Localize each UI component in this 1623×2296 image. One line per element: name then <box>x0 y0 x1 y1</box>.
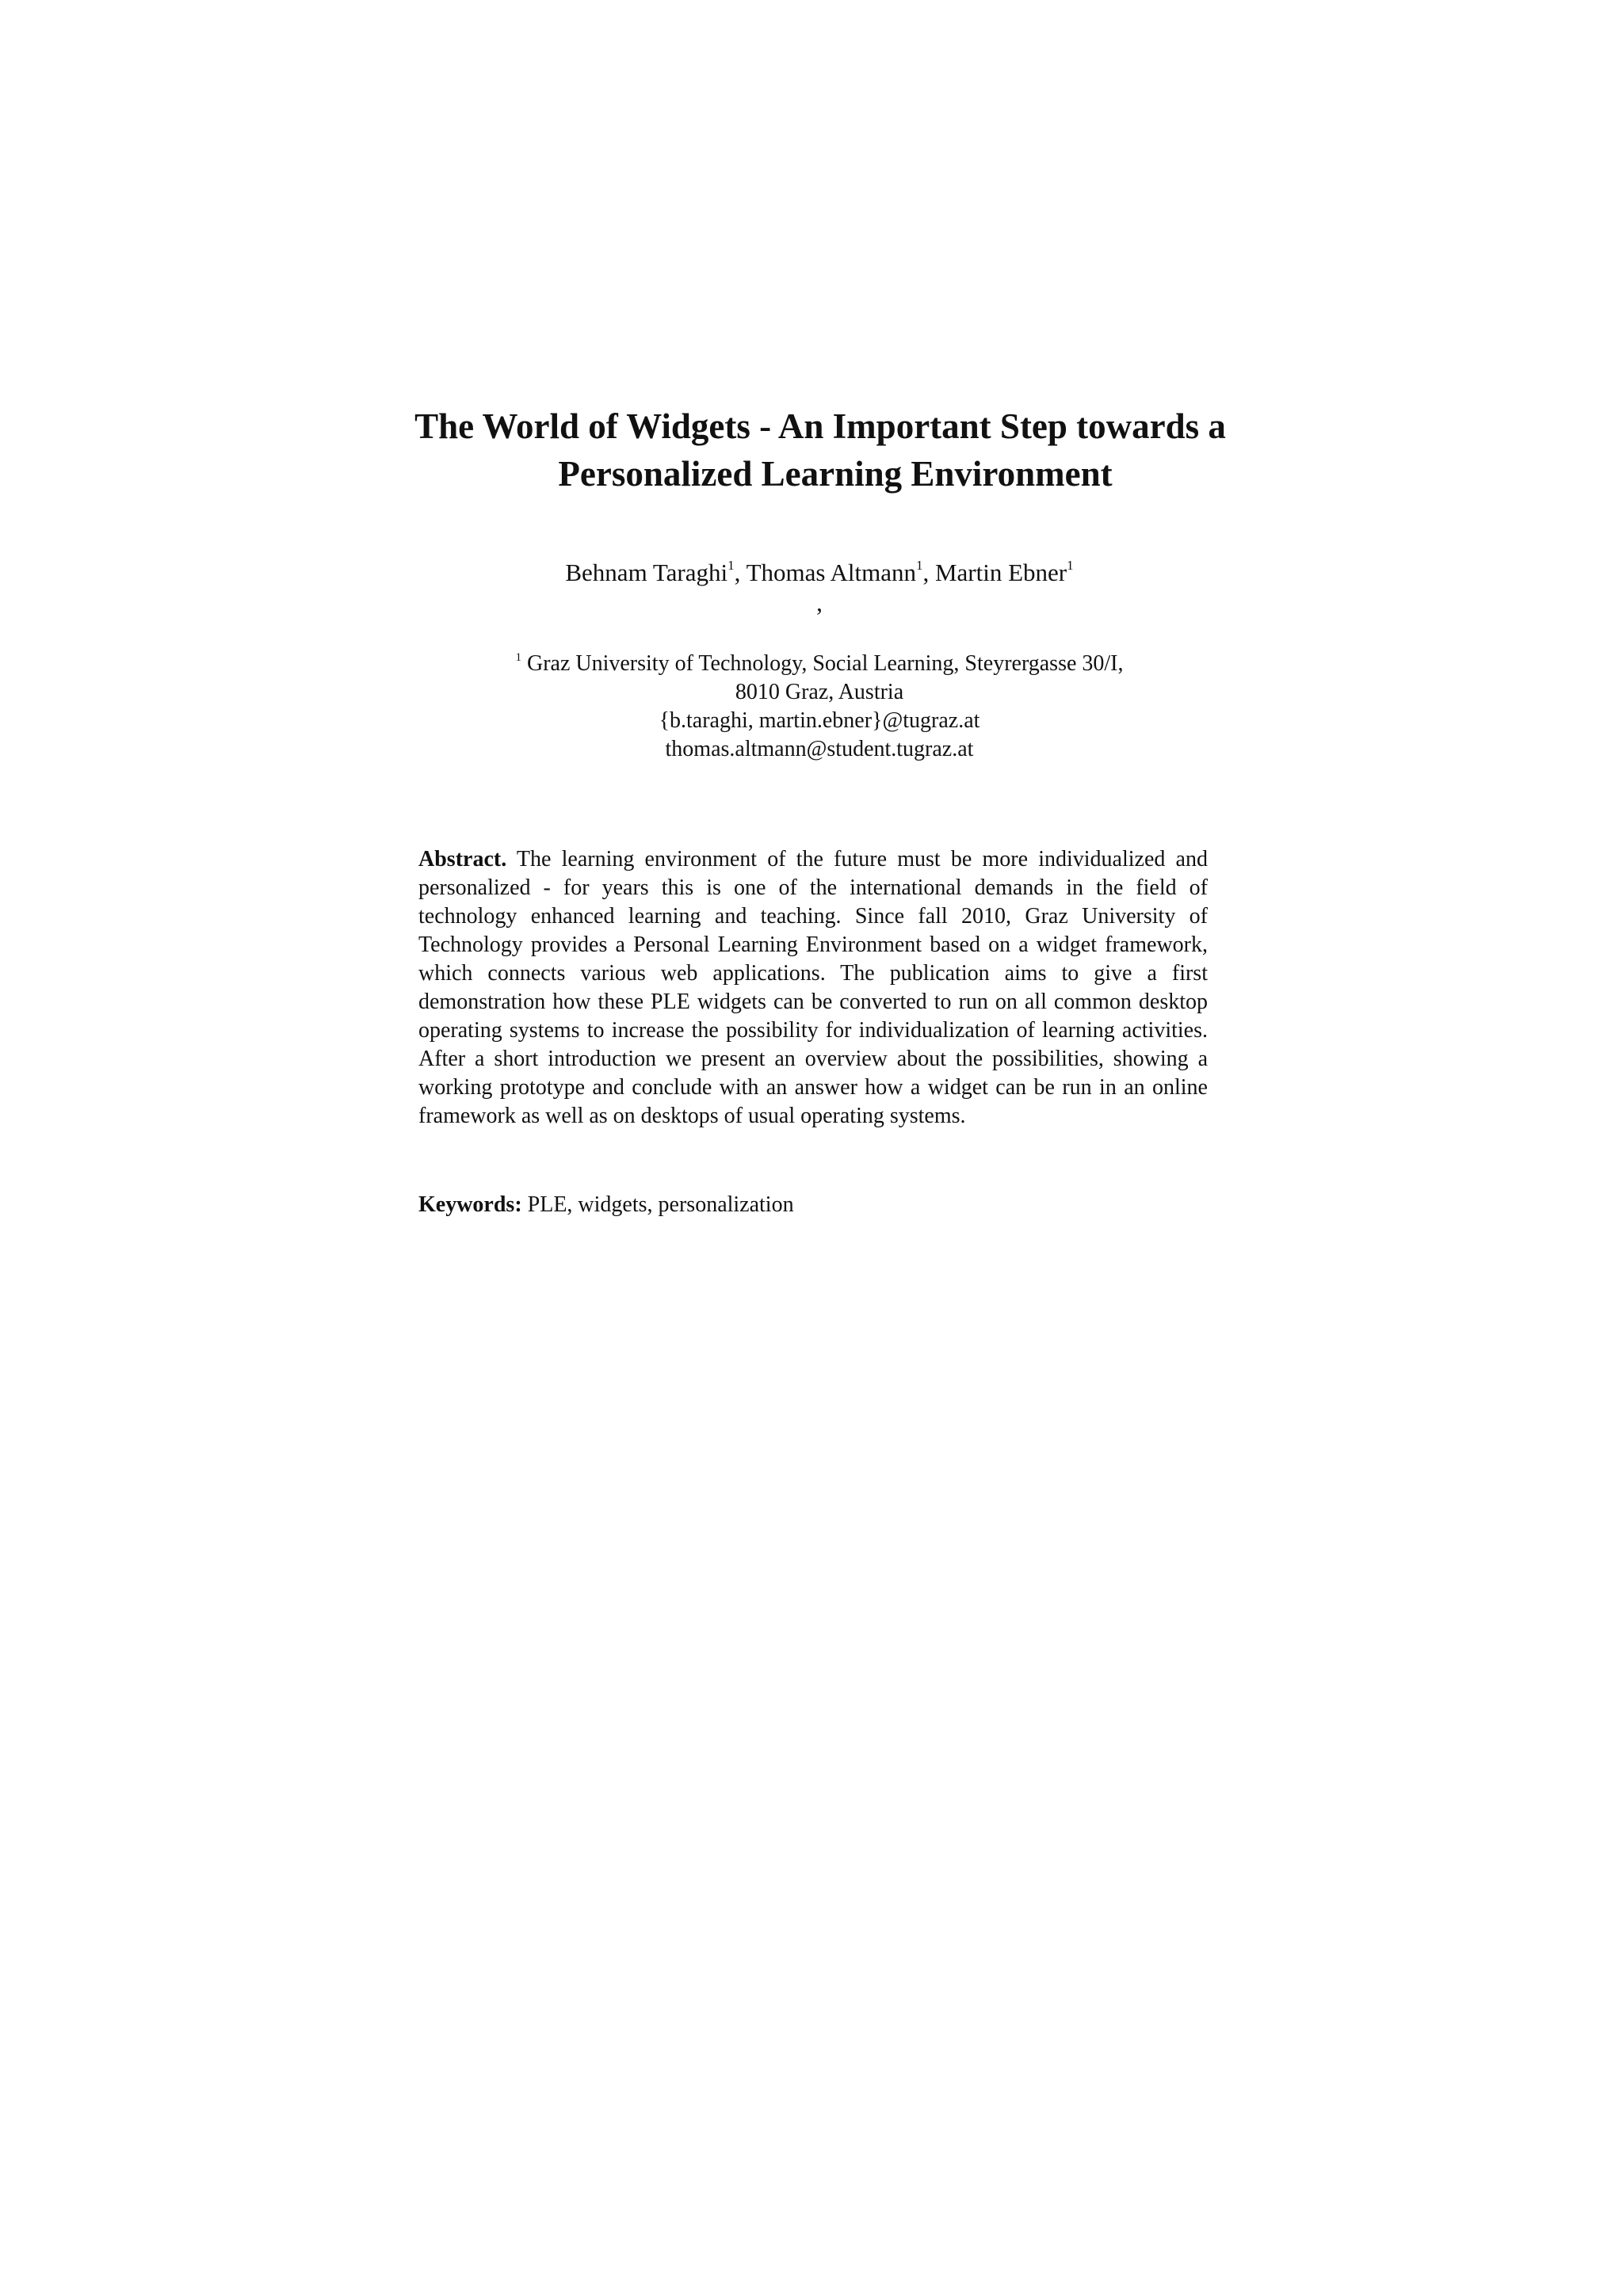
author-affil-marker: 1 <box>915 558 923 573</box>
keywords-label: Keywords: <box>418 1192 522 1217</box>
author-affil-marker: 1 <box>727 558 735 573</box>
author-name: Thomas Altmann <box>746 559 916 586</box>
author-affil-marker: 1 <box>1067 558 1074 573</box>
author-separator: , <box>734 559 747 586</box>
author-list <box>0 557 1623 589</box>
abstract <box>418 845 1208 1131</box>
keywords <box>418 1191 1208 1219</box>
affiliation-institution: Graz University of Technology, Social Learning, Steyrergasse 30/I, <box>521 651 1124 676</box>
abstract-label: Abstract. <box>418 847 507 871</box>
title-line-1: The World of Widgets - An Important Step towards a <box>414 406 1226 446</box>
affiliation-line <box>16 650 1623 678</box>
author-name: Martin Ebner <box>934 559 1067 586</box>
keywords-text: PLE, widgets, personalization <box>521 1192 794 1217</box>
stray-comma: , <box>816 589 823 616</box>
abstract-text: The learning environment of the future must be more individualized and personalized - for years this is one of the international demands in the field of technology enhanced learning and teaching. Since fall 2010, Graz University of Technology provides a Personal Learning Environment based on a widget framework, which connects various web applications. The publication aims to give a first demonstration how these PLE widgets can be converted to run on all common desktop operating systems to increase the possibility for individualization of learning activities. After a short introduction we present an overview about the possibilities, showing a working prototype and conclude with an answer how a widget can be run in an online framework as well as on desktops of usual operating systems. <box>418 847 1208 1128</box>
affiliation-address: 8010 Graz, Austria <box>735 680 904 704</box>
paper-title <box>0 402 1623 498</box>
author-separator: , <box>922 559 935 586</box>
affiliation-email-2: thomas.altmann@student.tugraz.at <box>665 737 974 761</box>
title-line-2: Personalized Learning Environment <box>558 454 1113 494</box>
author-name: Behnam Taraghi <box>565 559 728 586</box>
affil-marker: 1 <box>515 651 521 664</box>
affiliation-block <box>0 650 1623 764</box>
affiliation-email-1: {b.taraghi, martin.ebner}@tugraz.at <box>659 708 980 733</box>
